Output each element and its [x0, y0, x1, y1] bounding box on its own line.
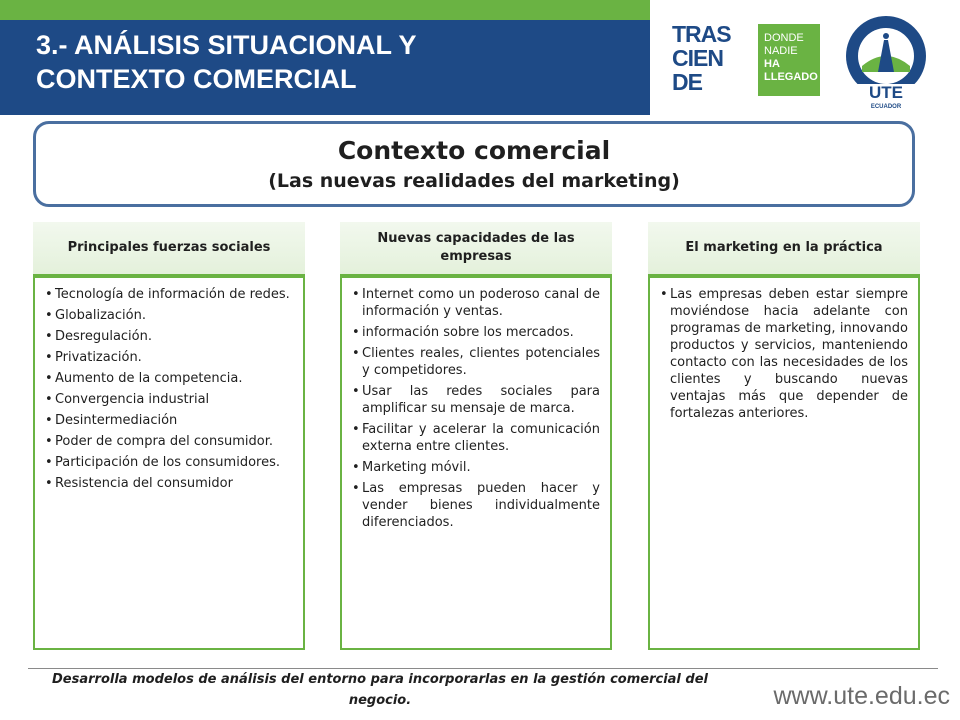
list-item: • Clientes reales, clientes potenciales y competidores.	[352, 345, 600, 379]
trasciende-wordmark	[672, 22, 754, 98]
page-title	[36, 28, 636, 96]
list-item: • Poder de compra del consumidor.	[45, 433, 293, 450]
trasciende-word-line: TRAS	[672, 21, 731, 47]
list-item: • Aumento de la competencia.	[45, 370, 293, 387]
list-item: • información sobre los mercados.	[352, 324, 600, 341]
list-item: • Resistencia del consumidor	[45, 475, 293, 492]
bullet-list	[660, 286, 908, 422]
column-heading: Nuevas capacidades de las empresas	[340, 222, 612, 278]
list-item: • Tecnología de información de redes.	[45, 286, 293, 303]
header-green-stripe	[0, 0, 650, 20]
list-item: • Las empresas deben estar siempre moviéndose hacia adelante con programas de marketing, innovando productos y servicios, manteniendo contacto con las necesidades de los clientes y buscando nuevas ventajas más que depender de fortalezas anteriores.	[660, 286, 908, 422]
list-item: • Participación de los consumidores.	[45, 454, 293, 471]
list-item: • Convergencia industrial	[45, 391, 293, 408]
bullet-list	[352, 286, 600, 531]
footer-text: Desarrolla modelos de análisis del entorno para incorporarlas en la gestión comercial del negocio.	[52, 672, 708, 708]
banner-title: Contexto comercial	[337, 136, 611, 165]
page-title-line1: 3.- ANÁLISIS SITUACIONAL Y	[36, 30, 417, 60]
trasciende-logo	[672, 22, 822, 98]
context-banner	[33, 121, 915, 207]
list-item: • Desintermediación	[45, 412, 293, 429]
list-item: • Desregulación.	[45, 328, 293, 345]
ute-country: ECUADOR	[870, 104, 902, 110]
column-body	[340, 278, 612, 650]
ute-acronym: UTE	[869, 83, 903, 102]
trasciende-tag-line: LLEGADO	[764, 71, 818, 83]
bullet-list	[45, 286, 293, 492]
banner-subtitle: (Las nuevas realidades del marketing)	[268, 170, 680, 192]
page-title-line2: CONTEXTO COMERCIAL	[36, 64, 357, 94]
list-item: • Facilitar y acelerar la comunicación externa entre clientes.	[352, 421, 600, 455]
header	[0, 0, 650, 115]
trasciende-tag-line: HA	[764, 58, 780, 70]
column-new-capabilities	[340, 222, 612, 650]
column-marketing-practice	[648, 222, 920, 650]
list-item: • Usar las redes sociales para amplificar su mensaje de marca.	[352, 383, 600, 417]
list-item: • Internet como un poderoso canal de información y ventas.	[352, 286, 600, 320]
column-heading: Principales fuerzas sociales	[33, 222, 305, 278]
column-body	[648, 278, 920, 650]
ute-seal-icon	[838, 14, 934, 110]
trasciende-tag-line: NADIE	[764, 45, 798, 57]
trasciende-tagline-box	[758, 24, 820, 96]
trasciende-tag-line: DONDE	[764, 32, 804, 44]
ute-logo	[838, 14, 934, 110]
column-body	[33, 278, 305, 650]
list-item: • Globalización.	[45, 307, 293, 324]
column-social-forces	[33, 222, 305, 650]
trasciende-word-line: DE	[672, 69, 702, 95]
trasciende-word-line: CIEN	[672, 45, 723, 71]
list-item: • Privatización.	[45, 349, 293, 366]
column-heading: El marketing en la práctica	[648, 222, 920, 278]
footer-url[interactable]: www.ute.edu.ec	[773, 682, 950, 710]
list-item: • Marketing móvil.	[352, 459, 600, 476]
list-item: • Las empresas pueden hacer y vender bienes individualmente diferenciados.	[352, 480, 600, 531]
